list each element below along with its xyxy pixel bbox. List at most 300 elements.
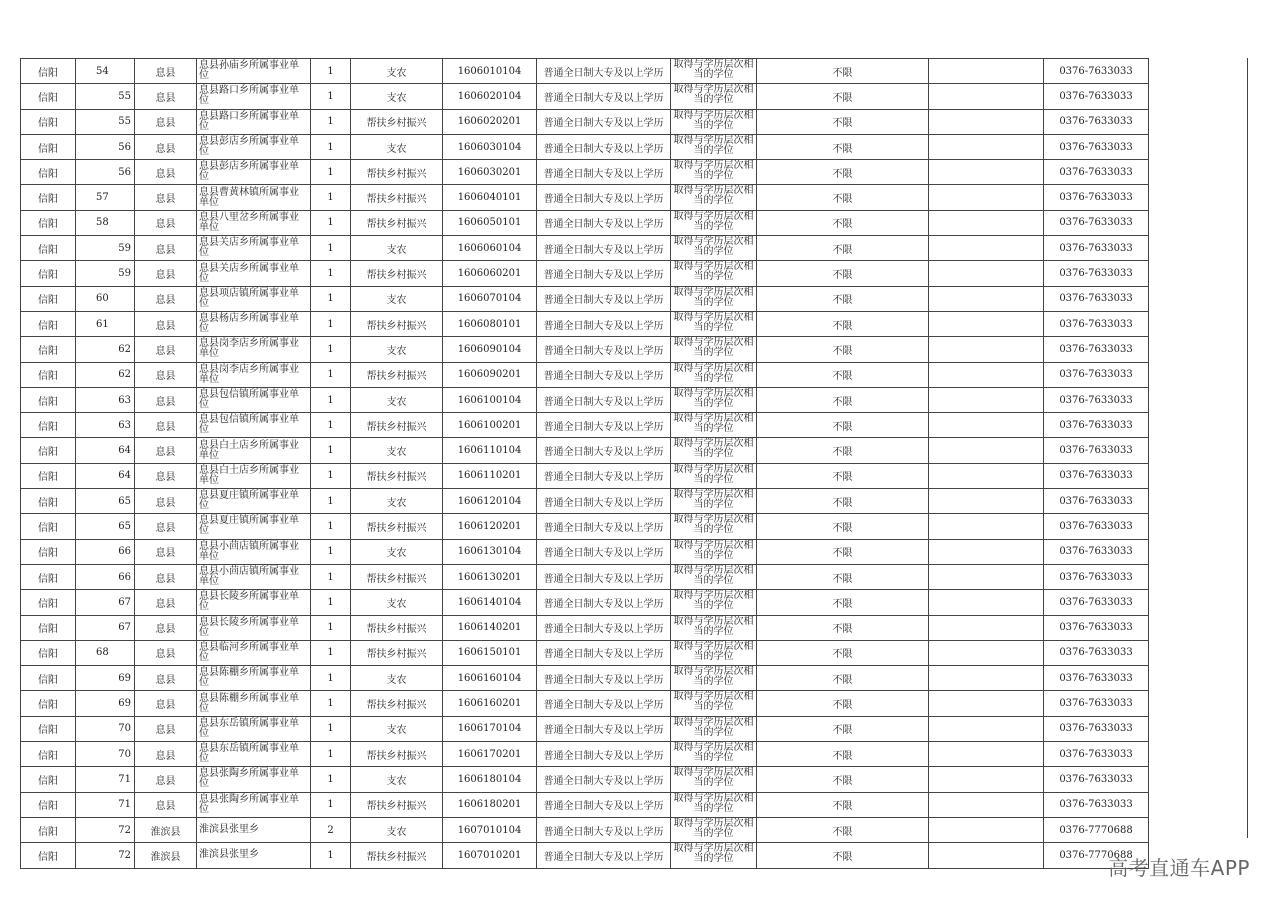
city-cell: 信阳 bbox=[21, 514, 76, 539]
number-cell: 57 bbox=[76, 185, 135, 210]
education-cell: 普通全日制大专及以上学历 bbox=[537, 843, 671, 868]
city-cell: 信阳 bbox=[21, 134, 76, 159]
unit-cell-text: 息县岗李店乡所属事业单位 bbox=[199, 338, 299, 360]
degree-cell-text: 取得与学历层次相当的学位 bbox=[673, 84, 754, 106]
phone-cell: 0376-7633033 bbox=[1044, 337, 1149, 362]
table-row bbox=[21, 59, 1149, 84]
major-cell: 不限 bbox=[757, 210, 929, 235]
degree-cell-text: 取得与学历层次相当的学位 bbox=[673, 564, 754, 586]
county-cell: 息县 bbox=[135, 615, 197, 640]
county-cell: 息县 bbox=[135, 514, 197, 539]
count-cell: 1 bbox=[311, 666, 351, 691]
major-cell: 不限 bbox=[757, 666, 929, 691]
other-cell bbox=[929, 666, 1044, 691]
number-cell: 70 bbox=[76, 716, 135, 741]
count-cell: 1 bbox=[311, 134, 351, 159]
position-cell: 帮扶乡村振兴 bbox=[351, 742, 443, 767]
other-cell bbox=[929, 337, 1044, 362]
city-cell: 信阳 bbox=[21, 666, 76, 691]
major-cell: 不限 bbox=[757, 564, 929, 589]
unit-cell bbox=[197, 210, 311, 235]
county-cell: 息县 bbox=[135, 564, 197, 589]
number-cell: 62 bbox=[76, 337, 135, 362]
county-cell: 息县 bbox=[135, 767, 197, 792]
education-cell: 普通全日制大专及以上学历 bbox=[537, 438, 671, 463]
major-cell: 不限 bbox=[757, 590, 929, 615]
unit-cell bbox=[197, 666, 311, 691]
city-cell: 信阳 bbox=[21, 590, 76, 615]
number-cell: 63 bbox=[76, 387, 135, 412]
unit-cell bbox=[197, 134, 311, 159]
education-cell: 普通全日制大专及以上学历 bbox=[537, 387, 671, 412]
unit-cell-text: 息县岗李店乡所属事业单位 bbox=[199, 363, 299, 385]
education-cell: 普通全日制大专及以上学历 bbox=[537, 59, 671, 84]
degree-cell-text: 取得与学历层次相当的学位 bbox=[673, 640, 754, 662]
major-cell: 不限 bbox=[757, 742, 929, 767]
degree-cell-text: 取得与学历层次相当的学位 bbox=[673, 59, 754, 80]
education-cell: 普通全日制大专及以上学历 bbox=[537, 817, 671, 842]
county-cell: 息县 bbox=[135, 109, 197, 134]
degree-cell-text: 取得与学历层次相当的学位 bbox=[673, 387, 754, 409]
education-cell: 普通全日制大专及以上学历 bbox=[537, 792, 671, 817]
count-cell: 1 bbox=[311, 160, 351, 185]
other-cell bbox=[929, 261, 1044, 286]
phone-cell: 0376-7633033 bbox=[1044, 539, 1149, 564]
number-cell: 66 bbox=[76, 539, 135, 564]
other-cell bbox=[929, 438, 1044, 463]
position-cell: 帮扶乡村振兴 bbox=[351, 640, 443, 665]
degree-cell-text: 取得与学历层次相当的学位 bbox=[673, 539, 754, 561]
degree-cell bbox=[671, 362, 757, 387]
city-cell: 信阳 bbox=[21, 489, 76, 514]
county-cell: 息县 bbox=[135, 210, 197, 235]
number-cell: 58 bbox=[76, 210, 135, 235]
unit-cell bbox=[197, 716, 311, 741]
county-cell: 息县 bbox=[135, 742, 197, 767]
table-row bbox=[21, 539, 1149, 564]
count-cell: 1 bbox=[311, 236, 351, 261]
phone-cell: 0376-7633033 bbox=[1044, 362, 1149, 387]
major-cell: 不限 bbox=[757, 514, 929, 539]
unit-cell bbox=[197, 463, 311, 488]
phone-cell: 0376-7633033 bbox=[1044, 514, 1149, 539]
number-cell: 55 bbox=[76, 109, 135, 134]
unit-cell bbox=[197, 817, 311, 842]
unit-cell bbox=[197, 387, 311, 412]
code-cell: 1606110104 bbox=[443, 438, 537, 463]
other-cell bbox=[929, 539, 1044, 564]
unit-cell-text: 息县彭店乡所属事业单位 bbox=[199, 136, 299, 158]
unit-cell bbox=[197, 362, 311, 387]
code-cell: 1606140201 bbox=[443, 615, 537, 640]
other-cell bbox=[929, 514, 1044, 539]
unit-cell bbox=[197, 337, 311, 362]
position-cell: 支农 bbox=[351, 438, 443, 463]
table-body bbox=[21, 59, 1149, 869]
county-cell: 息县 bbox=[135, 438, 197, 463]
major-cell: 不限 bbox=[757, 109, 929, 134]
unit-cell bbox=[197, 539, 311, 564]
major-cell: 不限 bbox=[757, 286, 929, 311]
table-row bbox=[21, 413, 1149, 438]
city-cell: 信阳 bbox=[21, 413, 76, 438]
table-row bbox=[21, 463, 1149, 488]
degree-cell-text: 取得与学历层次相当的学位 bbox=[673, 337, 754, 359]
unit-cell-text: 息县长陵乡所属事业单位 bbox=[199, 616, 299, 638]
other-cell bbox=[929, 590, 1044, 615]
code-cell: 1606090104 bbox=[443, 337, 537, 362]
major-cell: 不限 bbox=[757, 160, 929, 185]
code-cell: 1606020104 bbox=[443, 84, 537, 109]
phone-cell: 0376-7633033 bbox=[1044, 109, 1149, 134]
unit-cell bbox=[197, 615, 311, 640]
other-cell bbox=[929, 716, 1044, 741]
table-row bbox=[21, 286, 1149, 311]
city-cell: 信阳 bbox=[21, 160, 76, 185]
count-cell: 1 bbox=[311, 843, 351, 868]
city-cell: 信阳 bbox=[21, 438, 76, 463]
table-row bbox=[21, 261, 1149, 286]
number-cell: 68 bbox=[76, 640, 135, 665]
table-row bbox=[21, 843, 1149, 868]
phone-cell: 0376-7633033 bbox=[1044, 463, 1149, 488]
other-cell bbox=[929, 564, 1044, 589]
number-cell: 64 bbox=[76, 463, 135, 488]
county-cell: 息县 bbox=[135, 716, 197, 741]
city-cell: 信阳 bbox=[21, 640, 76, 665]
education-cell: 普通全日制大专及以上学历 bbox=[537, 539, 671, 564]
position-cell: 帮扶乡村振兴 bbox=[351, 185, 443, 210]
phone-cell: 0376-7633033 bbox=[1044, 489, 1149, 514]
city-cell: 信阳 bbox=[21, 564, 76, 589]
major-cell: 不限 bbox=[757, 843, 929, 868]
county-cell: 息县 bbox=[135, 590, 197, 615]
page-edge-line bbox=[1247, 58, 1248, 838]
code-cell: 1606160104 bbox=[443, 666, 537, 691]
phone-cell: 0376-7633033 bbox=[1044, 640, 1149, 665]
education-cell: 普通全日制大专及以上学历 bbox=[537, 185, 671, 210]
position-cell: 支农 bbox=[351, 767, 443, 792]
unit-cell bbox=[197, 160, 311, 185]
position-cell: 帮扶乡村振兴 bbox=[351, 615, 443, 640]
position-cell: 帮扶乡村振兴 bbox=[351, 564, 443, 589]
other-cell bbox=[929, 615, 1044, 640]
unit-cell-text: 息县东岳镇所属事业单位 bbox=[199, 717, 299, 739]
code-cell: 1606030201 bbox=[443, 160, 537, 185]
unit-cell bbox=[197, 691, 311, 716]
education-cell: 普通全日制大专及以上学历 bbox=[537, 210, 671, 235]
phone-cell: 0376-7633033 bbox=[1044, 438, 1149, 463]
table-row bbox=[21, 514, 1149, 539]
county-cell: 息县 bbox=[135, 792, 197, 817]
position-cell: 支农 bbox=[351, 84, 443, 109]
unit-cell-text: 息县张陶乡所属事业单位 bbox=[199, 768, 299, 790]
phone-cell: 0376-7633033 bbox=[1044, 716, 1149, 741]
degree-cell bbox=[671, 84, 757, 109]
table-row bbox=[21, 666, 1149, 691]
other-cell bbox=[929, 767, 1044, 792]
code-cell: 1606030104 bbox=[443, 134, 537, 159]
code-cell: 1607010201 bbox=[443, 843, 537, 868]
degree-cell bbox=[671, 539, 757, 564]
unit-cell bbox=[197, 311, 311, 336]
count-cell: 1 bbox=[311, 185, 351, 210]
other-cell bbox=[929, 236, 1044, 261]
count-cell: 1 bbox=[311, 767, 351, 792]
degree-cell bbox=[671, 387, 757, 412]
position-cell: 帮扶乡村振兴 bbox=[351, 311, 443, 336]
unit-cell bbox=[197, 438, 311, 463]
table-row bbox=[21, 564, 1149, 589]
unit-cell bbox=[197, 59, 311, 84]
education-cell: 普通全日制大专及以上学历 bbox=[537, 84, 671, 109]
unit-cell-text: 息县曹黄林镇所属事业单位 bbox=[199, 186, 299, 208]
phone-cell: 0376-7633033 bbox=[1044, 59, 1149, 84]
degree-cell-text: 取得与学历层次相当的学位 bbox=[673, 185, 754, 207]
unit-cell bbox=[197, 413, 311, 438]
degree-cell bbox=[671, 666, 757, 691]
table-row bbox=[21, 311, 1149, 336]
unit-cell bbox=[197, 564, 311, 589]
unit-cell-text: 息县陈棚乡所属事业单位 bbox=[199, 667, 299, 689]
other-cell bbox=[929, 109, 1044, 134]
unit-cell-text: 息县八里岔乡所属事业单位 bbox=[199, 211, 299, 233]
unit-cell-text: 息县夏庄镇所属事业单位 bbox=[199, 490, 299, 512]
education-cell: 普通全日制大专及以上学历 bbox=[537, 362, 671, 387]
code-cell: 1606100104 bbox=[443, 387, 537, 412]
major-cell: 不限 bbox=[757, 337, 929, 362]
unit-cell-text: 息县关店乡所属事业单位 bbox=[199, 237, 299, 259]
count-cell: 1 bbox=[311, 387, 351, 412]
phone-cell: 0376-7633033 bbox=[1044, 236, 1149, 261]
phone-cell: 0376-7633033 bbox=[1044, 134, 1149, 159]
other-cell bbox=[929, 413, 1044, 438]
position-cell: 帮扶乡村振兴 bbox=[351, 210, 443, 235]
city-cell: 信阳 bbox=[21, 59, 76, 84]
phone-cell: 0376-7633033 bbox=[1044, 564, 1149, 589]
number-cell: 59 bbox=[76, 236, 135, 261]
table-row bbox=[21, 84, 1149, 109]
degree-cell bbox=[671, 691, 757, 716]
position-cell: 支农 bbox=[351, 134, 443, 159]
table-row bbox=[21, 691, 1149, 716]
table-row bbox=[21, 615, 1149, 640]
unit-cell bbox=[197, 286, 311, 311]
major-cell: 不限 bbox=[757, 792, 929, 817]
degree-cell bbox=[671, 843, 757, 868]
phone-cell: 0376-7633033 bbox=[1044, 261, 1149, 286]
table-row bbox=[21, 817, 1149, 842]
degree-cell-text: 取得与学历层次相当的学位 bbox=[673, 160, 754, 182]
count-cell: 1 bbox=[311, 514, 351, 539]
city-cell: 信阳 bbox=[21, 84, 76, 109]
table-row bbox=[21, 210, 1149, 235]
count-cell: 1 bbox=[311, 261, 351, 286]
number-cell: 66 bbox=[76, 564, 135, 589]
degree-cell bbox=[671, 817, 757, 842]
major-cell: 不限 bbox=[757, 362, 929, 387]
phone-cell: 0376-7633033 bbox=[1044, 210, 1149, 235]
phone-cell: 0376-7633033 bbox=[1044, 615, 1149, 640]
unit-cell-text: 息县包信镇所属事业单位 bbox=[199, 389, 299, 410]
number-cell: 55 bbox=[76, 84, 135, 109]
code-cell: 1606070104 bbox=[443, 286, 537, 311]
major-cell: 不限 bbox=[757, 311, 929, 336]
position-cell: 帮扶乡村振兴 bbox=[351, 261, 443, 286]
count-cell: 1 bbox=[311, 311, 351, 336]
city-cell: 信阳 bbox=[21, 792, 76, 817]
city-cell: 信阳 bbox=[21, 311, 76, 336]
degree-cell-text: 取得与学历层次相当的学位 bbox=[673, 489, 754, 511]
position-cell: 支农 bbox=[351, 387, 443, 412]
table-row bbox=[21, 236, 1149, 261]
unit-cell-text: 息县夏庄镇所属事业单位 bbox=[199, 515, 299, 537]
unit-cell-text: 息县杨店乡所属事业单位 bbox=[199, 313, 299, 335]
education-cell: 普通全日制大专及以上学历 bbox=[537, 311, 671, 336]
degree-cell-text: 取得与学历层次相当的学位 bbox=[673, 438, 754, 460]
count-cell: 1 bbox=[311, 286, 351, 311]
education-cell: 普通全日制大专及以上学历 bbox=[537, 514, 671, 539]
position-cell: 支农 bbox=[351, 666, 443, 691]
county-cell: 息县 bbox=[135, 261, 197, 286]
code-cell: 1606120104 bbox=[443, 489, 537, 514]
count-cell: 1 bbox=[311, 109, 351, 134]
number-cell: 64 bbox=[76, 438, 135, 463]
number-cell: 67 bbox=[76, 615, 135, 640]
degree-cell bbox=[671, 590, 757, 615]
count-cell: 1 bbox=[311, 362, 351, 387]
phone-cell: 0376-7633033 bbox=[1044, 742, 1149, 767]
other-cell bbox=[929, 160, 1044, 185]
number-cell: 71 bbox=[76, 767, 135, 792]
degree-cell-text: 取得与学历层次相当的学位 bbox=[673, 691, 754, 713]
unit-cell-text: 息县东岳镇所属事业单位 bbox=[199, 743, 299, 765]
other-cell bbox=[929, 792, 1044, 817]
county-cell: 息县 bbox=[135, 160, 197, 185]
degree-cell bbox=[671, 514, 757, 539]
number-cell: 72 bbox=[76, 817, 135, 842]
city-cell: 信阳 bbox=[21, 817, 76, 842]
table-row bbox=[21, 134, 1149, 159]
code-cell: 1606100201 bbox=[443, 413, 537, 438]
other-cell bbox=[929, 59, 1044, 84]
number-cell: 63 bbox=[76, 413, 135, 438]
unit-cell-text: 淮滨县张里乡 bbox=[199, 824, 259, 836]
city-cell: 信阳 bbox=[21, 539, 76, 564]
county-cell: 息县 bbox=[135, 185, 197, 210]
unit-cell bbox=[197, 261, 311, 286]
position-cell: 支农 bbox=[351, 59, 443, 84]
count-cell: 1 bbox=[311, 210, 351, 235]
phone-cell: 0376-7633033 bbox=[1044, 311, 1149, 336]
count-cell: 1 bbox=[311, 84, 351, 109]
table-row bbox=[21, 387, 1149, 412]
degree-cell-text: 取得与学历层次相当的学位 bbox=[673, 742, 754, 764]
number-cell: 61 bbox=[76, 311, 135, 336]
degree-cell bbox=[671, 716, 757, 741]
phone-cell: 0376-7633033 bbox=[1044, 413, 1149, 438]
degree-cell bbox=[671, 463, 757, 488]
county-cell: 息县 bbox=[135, 691, 197, 716]
count-cell: 1 bbox=[311, 691, 351, 716]
other-cell bbox=[929, 640, 1044, 665]
code-cell: 1606060201 bbox=[443, 261, 537, 286]
count-cell: 1 bbox=[311, 640, 351, 665]
count-cell: 1 bbox=[311, 59, 351, 84]
other-cell bbox=[929, 210, 1044, 235]
unit-cell bbox=[197, 640, 311, 665]
unit-cell bbox=[197, 514, 311, 539]
education-cell: 普通全日制大专及以上学历 bbox=[537, 463, 671, 488]
phone-cell: 0376-7770688 bbox=[1044, 843, 1149, 868]
county-cell: 息县 bbox=[135, 236, 197, 261]
unit-cell bbox=[197, 109, 311, 134]
major-cell: 不限 bbox=[757, 261, 929, 286]
unit-cell-text: 息县关店乡所属事业单位 bbox=[199, 262, 299, 284]
code-cell: 1606010104 bbox=[443, 59, 537, 84]
major-cell: 不限 bbox=[757, 817, 929, 842]
position-cell: 支农 bbox=[351, 337, 443, 362]
major-cell: 不限 bbox=[757, 539, 929, 564]
code-cell: 1606180104 bbox=[443, 767, 537, 792]
degree-cell bbox=[671, 160, 757, 185]
position-cell: 帮扶乡村振兴 bbox=[351, 463, 443, 488]
major-cell: 不限 bbox=[757, 185, 929, 210]
other-cell bbox=[929, 387, 1044, 412]
unit-cell-text: 息县张陶乡所属事业单位 bbox=[199, 793, 299, 815]
code-cell: 1606040101 bbox=[443, 185, 537, 210]
phone-cell: 0376-7633033 bbox=[1044, 792, 1149, 817]
city-cell: 信阳 bbox=[21, 286, 76, 311]
unit-cell-text: 息县孙庙乡所属事业单位 bbox=[199, 60, 299, 82]
major-cell: 不限 bbox=[757, 134, 929, 159]
degree-cell-text: 取得与学历层次相当的学位 bbox=[673, 210, 754, 232]
county-cell: 息县 bbox=[135, 463, 197, 488]
education-cell: 普通全日制大专及以上学历 bbox=[537, 261, 671, 286]
degree-cell bbox=[671, 261, 757, 286]
city-cell: 信阳 bbox=[21, 185, 76, 210]
city-cell: 信阳 bbox=[21, 387, 76, 412]
count-cell: 2 bbox=[311, 817, 351, 842]
education-cell: 普通全日制大专及以上学历 bbox=[537, 160, 671, 185]
degree-cell bbox=[671, 640, 757, 665]
unit-cell-text: 息县项店镇所属事业单位 bbox=[199, 287, 299, 309]
unit-cell bbox=[197, 792, 311, 817]
education-cell: 普通全日制大专及以上学历 bbox=[537, 742, 671, 767]
phone-cell: 0376-7770688 bbox=[1044, 817, 1149, 842]
major-cell: 不限 bbox=[757, 387, 929, 412]
education-cell: 普通全日制大专及以上学历 bbox=[537, 109, 671, 134]
degree-cell-text: 取得与学历层次相当的学位 bbox=[673, 514, 754, 536]
county-cell: 息县 bbox=[135, 387, 197, 412]
degree-cell-text: 取得与学历层次相当的学位 bbox=[673, 792, 754, 814]
county-cell: 淮滨县 bbox=[135, 817, 197, 842]
degree-cell bbox=[671, 413, 757, 438]
major-cell: 不限 bbox=[757, 84, 929, 109]
count-cell: 1 bbox=[311, 742, 351, 767]
number-cell: 56 bbox=[76, 134, 135, 159]
degree-cell bbox=[671, 438, 757, 463]
degree-cell-text: 取得与学历层次相当的学位 bbox=[673, 463, 754, 485]
code-cell: 1606060104 bbox=[443, 236, 537, 261]
degree-cell bbox=[671, 236, 757, 261]
education-cell: 普通全日制大专及以上学历 bbox=[537, 564, 671, 589]
county-cell: 淮滨县 bbox=[135, 843, 197, 868]
degree-cell-text: 取得与学历层次相当的学位 bbox=[673, 286, 754, 308]
phone-cell: 0376-7633033 bbox=[1044, 84, 1149, 109]
major-cell: 不限 bbox=[757, 463, 929, 488]
education-cell: 普通全日制大专及以上学历 bbox=[537, 615, 671, 640]
